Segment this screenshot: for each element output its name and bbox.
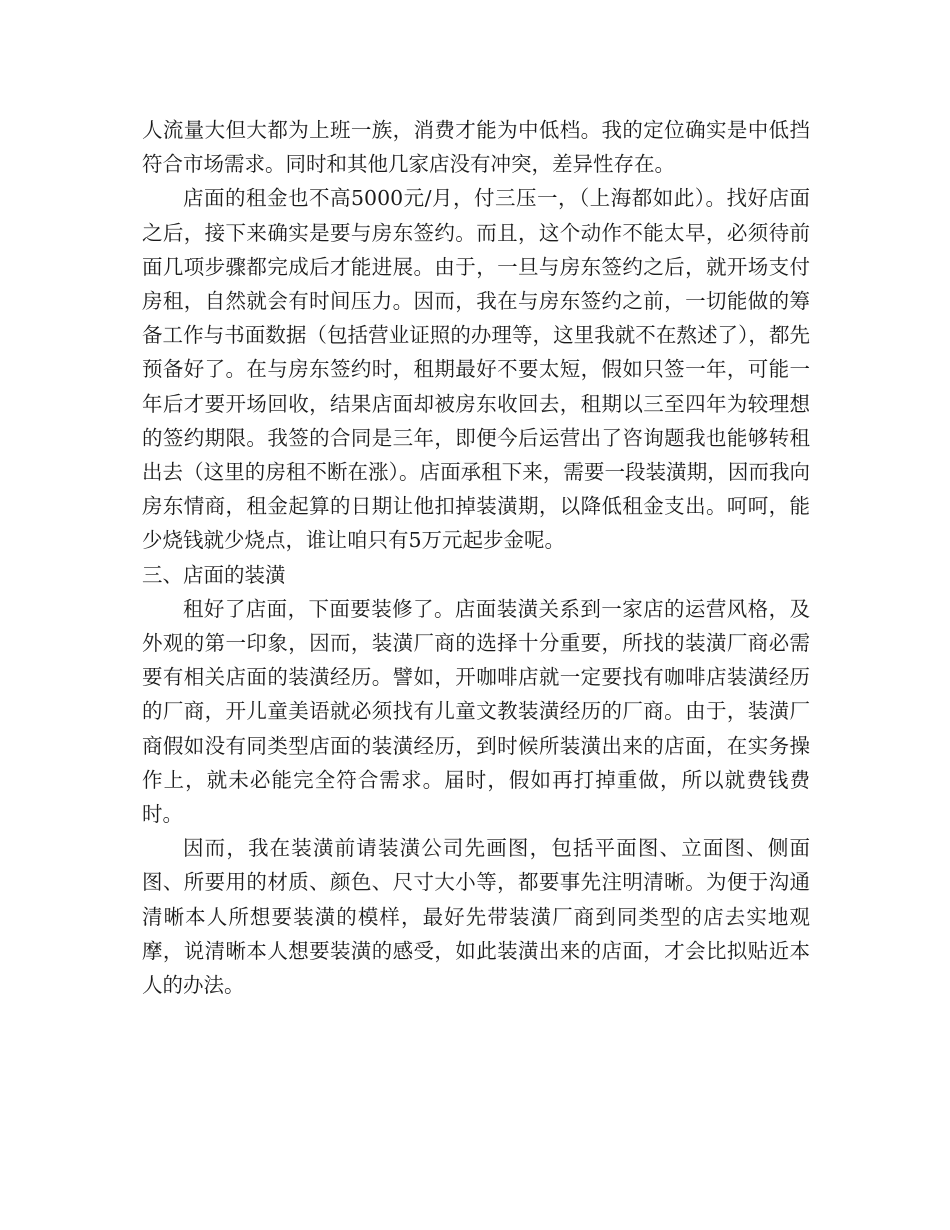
paragraph-continuation: 人流量大但大都为上班一族，消费才能为中低档。我的定位确实是中低挡符合市场需求。同时和其他几家店没有冲突，差异性存在。	[142, 118, 810, 177]
document-body	[142, 113, 810, 1002]
section-heading-decoration: 三、店面的装潢	[142, 562, 286, 587]
paragraph-decoration-vendor: 租好了店面，下面要装修了。店面装潢关系到一家店的运营风格，及外观的第一印象，因而，装潢厂商的选择十分重要，所找的装潢厂商必需要有相关店面的装潢经历。譬如，开咖啡店就一定要找有咖啡店装潢经历的厂商，开儿童美语就必须找有儿童文教装潢经历的厂商。由于，装潢厂商假如没有同类型店面的装潢经历，到时候所装潢出来的店面，在实务操作上，就未必能完全符合需求。届时，假如再打掉重做，所以就费钱费时。	[142, 596, 810, 827]
paragraph-decoration-plans: 因而，我在装潢前请装潢公司先画图，包括平面图、立面图、侧面图、所要用的材质、颜色、尺寸大小等，都要事先注明清晰。为便于沟通清晰本人所想要装潢的模样，最好先带装潢厂商到同类型的店去实地观摩，说清晰本人想要装潢的感受，如此装潢出来的店面，才会比拟贴近本人的办法。	[142, 836, 810, 998]
paragraph-rent: 店面的租金也不高5000元/月，付三压一，（上海都如此）。找好店面之后，接下来确实是要与房东签约。而且，这个动作不能太早，必须待前面几项步骤都完成后才能进展。由于，一旦与房东签约之后，就开场支付房租，自然就会有时间压力。因而，我在与房东签约之前，一切能做的筹备工作与书面数据（包括营业证照的办理等，这里我就不在熬述了），都先预备好了。在与房东签约时，租期最好不要太短，假如只签一年，可能一年后才要开场回收，结果店面却被房东收回去，租期以三至四年为较理想的签约期限。我签的合同是三年，即便今后运营出了咨询题我也能够转租出去（这里的房租不断在涨）。店面承租下来，需要一段装潢期，因而我向房东情商，租金起算的日期让他扣掉装潢期，以降低租金支出。呵呵，能少烧钱就少烧点，谁让咱只有5万元起步金呢。	[142, 186, 810, 553]
